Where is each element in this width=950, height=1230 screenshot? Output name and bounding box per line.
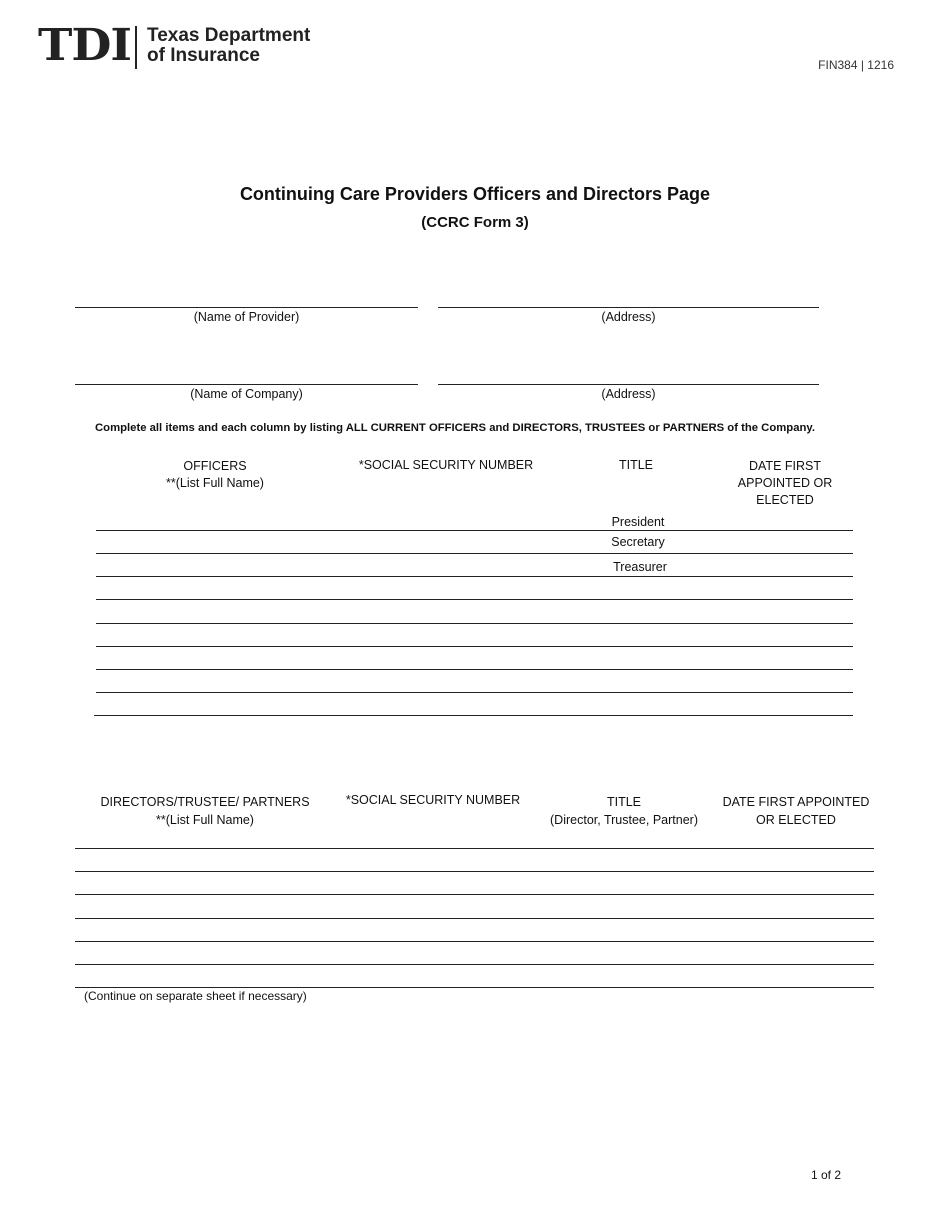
officers-title-header: TITLE: [618, 458, 654, 472]
director-row-line[interactable]: [75, 987, 874, 988]
header-text: DIRECTORS/TRUSTEE/ PARTNERS: [100, 795, 310, 809]
provider-name-field[interactable]: [75, 307, 418, 308]
officer-row-line[interactable]: [96, 553, 853, 554]
director-row-line[interactable]: [75, 894, 874, 895]
director-row-line[interactable]: [75, 918, 874, 919]
director-row-line[interactable]: [75, 964, 874, 965]
tdi-logo-mark: TDI: [38, 20, 131, 71]
header-text: TITLE: [606, 795, 642, 809]
title-secretary: Secretary: [611, 535, 665, 549]
continue-note: (Continue on separate sheet if necessary): [84, 989, 307, 1003]
director-row-line[interactable]: [75, 941, 874, 942]
officer-row-line[interactable]: [94, 715, 853, 716]
header-text: **(List Full Name): [156, 813, 254, 827]
header-text: ELECTED: [756, 493, 814, 507]
officers-ssn-header: *SOCIAL SECURITY NUMBER: [358, 458, 534, 472]
provider-name-label: (Name of Provider): [193, 310, 300, 324]
directors-ssn-header: *SOCIAL SECURITY NUMBER: [345, 793, 521, 807]
tdi-logo-text: [147, 26, 310, 66]
address-field-2[interactable]: [438, 384, 819, 385]
director-row-line[interactable]: [75, 848, 874, 849]
page-number: 1 of 2: [811, 1168, 842, 1182]
directors-title-header: [534, 793, 714, 829]
officer-row-line[interactable]: [96, 623, 853, 624]
form-id: FIN384 | 1216: [818, 58, 894, 72]
address-label-2: (Address): [601, 387, 656, 401]
title-president: President: [611, 515, 665, 529]
header-text: APPOINTED OR: [737, 476, 833, 490]
logo-divider: [135, 26, 137, 69]
officer-row-line[interactable]: [96, 669, 853, 670]
header-text: OFFICERS: [183, 459, 247, 473]
officer-row-line[interactable]: [96, 646, 853, 647]
instructions: Complete all items and each column by listing ALL CURRENT OFFICERS and DIRECTORS, TRUSTEES or PARTNERS of the Company.: [95, 422, 815, 434]
header-text: DATE FIRST: [749, 459, 821, 473]
page-title: Continuing Care Providers Officers and Directors Page: [239, 184, 711, 204]
title-treasurer: Treasurer: [613, 560, 667, 574]
company-name-label: (Name of Company): [190, 387, 303, 401]
officer-row-line[interactable]: [96, 599, 853, 600]
address-label-1: (Address): [601, 310, 656, 324]
officer-row-line[interactable]: [96, 530, 853, 531]
director-row-line[interactable]: [75, 871, 874, 872]
officers-date-header: [715, 458, 855, 509]
directors-date-header: [716, 793, 876, 829]
logo-line-2: of Insurance: [147, 45, 260, 66]
header-text: **(List Full Name): [166, 476, 264, 490]
directors-name-header: [95, 793, 315, 829]
header-text: DATE FIRST APPOINTED: [722, 795, 870, 809]
company-name-field[interactable]: [75, 384, 418, 385]
logo-line-1: Texas Department: [147, 25, 311, 46]
page-subtitle: (CCRC Form 3): [421, 214, 529, 231]
officer-row-line[interactable]: [96, 576, 853, 577]
address-field-1[interactable]: [438, 307, 819, 308]
header-text: OR ELECTED: [756, 813, 836, 827]
header-text: (Director, Trustee, Partner): [550, 813, 698, 827]
officer-row-line[interactable]: [96, 692, 853, 693]
officers-name-header: [115, 458, 315, 492]
